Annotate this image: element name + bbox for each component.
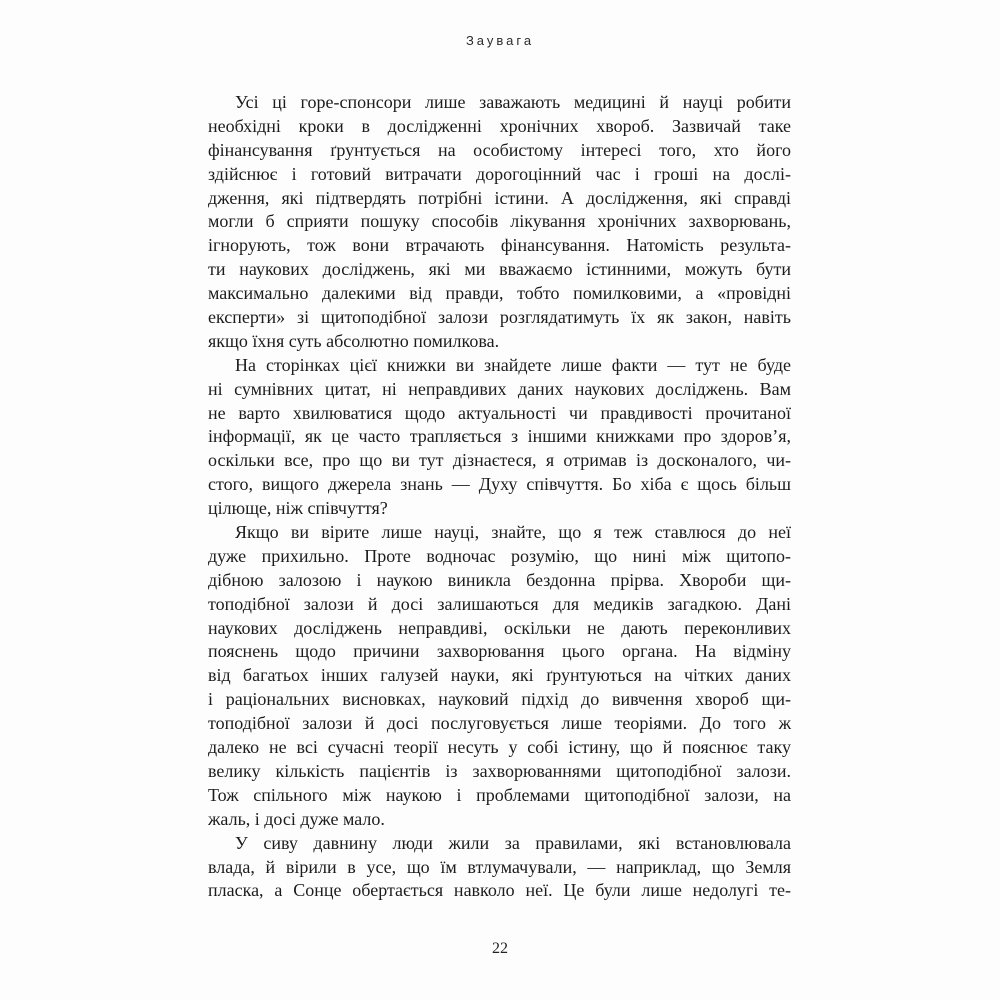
text-line: якщо їхня суть абсолютно помилкова.: [208, 330, 500, 351]
paragraph: [208, 91, 791, 354]
chapter-header: Заувага: [465, 33, 535, 48]
text-line: могли б сприяти пошуку способів лікування хронічних захворювань,: [208, 211, 791, 232]
text-line: топодібної залози й досі послуговується лише теоріями. До того ж: [208, 713, 791, 734]
text-line: наукових досліджень неправдиві, оскільки не дають переконливих: [208, 617, 791, 638]
text-line: експерти» зі щитоподібної залози розглядатимуть їх як закон, навіть: [208, 307, 791, 328]
text-line: ти наукових досліджень, які ми вважаємо істинними, можуть бути: [208, 259, 791, 280]
text-line: ігнорують, тож вони втрачають фінансування. Натомість результа-: [208, 235, 791, 256]
text-line: дібною залозою і наукою виникла бездонна прірва. Хвороби щи-: [208, 569, 791, 590]
page-number: 22: [492, 940, 508, 957]
text-line: здійснює і готовий витрачати дорогоцінний час і гроші на дослі-: [208, 163, 791, 184]
text-line: стого, вищого джерела знань — Духу співчуття. Бо хіба є щось більш: [208, 474, 791, 495]
text-line: необхідні кроки в дослідженні хронічних хвороб. Зазвичай таке: [208, 115, 791, 136]
text-line: влада, й вірили в усе, що їм втлумачували, — наприклад, що Земля: [208, 856, 791, 877]
text-line: пояснень щодо причини захворювання цього органа. На відміну: [208, 641, 791, 662]
text-line: інформації, як це часто трапляється з іншими книжками про здоров’я,: [208, 426, 791, 447]
text-line: велику кількість пацієнтів із захворюваннями щитоподібної залози.: [208, 760, 791, 781]
text-line: На сторінках цієї книжки ви знайдете лише факти — тут не буде: [235, 354, 791, 375]
text-line: далеко не всі сучасні теорії несуть у собі істину, що й пояснює таку: [208, 737, 791, 758]
paragraph: [208, 832, 791, 904]
text-line: дження, які підтвердять потрібні істини. А дослідження, які справді: [208, 187, 791, 208]
text-line: цілюще, ніж співчуття?: [208, 498, 388, 519]
text-line: Якщо ви вірите лише науці, знайте, що я теж ставлюся до неї: [235, 522, 791, 543]
page-text: [208, 91, 791, 903]
text-line: У сиву давнину люди жили за правилами, які встановлювала: [235, 832, 791, 853]
text-line: оскільки все, про що ви тут дізнаєтеся, я отримав із досконалого, чи-: [208, 450, 791, 471]
text-line: від багатьох інших галузей науки, які ґрунтуються на чітких даних: [208, 665, 791, 686]
text-line: топодібної залози й досі залишаються для медиків загадкою. Дані: [208, 593, 791, 614]
paragraph: [208, 521, 791, 832]
text-line: фінансування ґрунтується на особистому інтересі того, хто його: [208, 139, 791, 160]
paragraph: [208, 354, 791, 521]
text-line: максимально далекими від правди, тобто помилковими, а «провідні: [208, 283, 791, 304]
text-line: не варто хвилюватися щодо актуальності чи правдивості прочитаної: [208, 402, 791, 423]
text-line: пласка, а Сонце обертається навколо неї. Це були лише недолугі те-: [208, 880, 791, 901]
text-line: Тож спільного між наукою і проблемами щитоподібної залози, на: [208, 784, 791, 805]
text-line: ні сумнівних цитат, ні неправдивих даних наукових досліджень. Вам: [208, 378, 791, 399]
text-line: Усі ці горе-спонсори лише заважають медицині й науці робити: [235, 92, 791, 112]
text-line: дуже прихильно. Проте водночас розумію, що нині між щитопо-: [208, 545, 791, 566]
text-line: жаль, і досі дуже мало.: [208, 808, 385, 829]
text-line: і раціональних висновках, науковий підхід до вивчення хвороб щи-: [208, 689, 791, 710]
